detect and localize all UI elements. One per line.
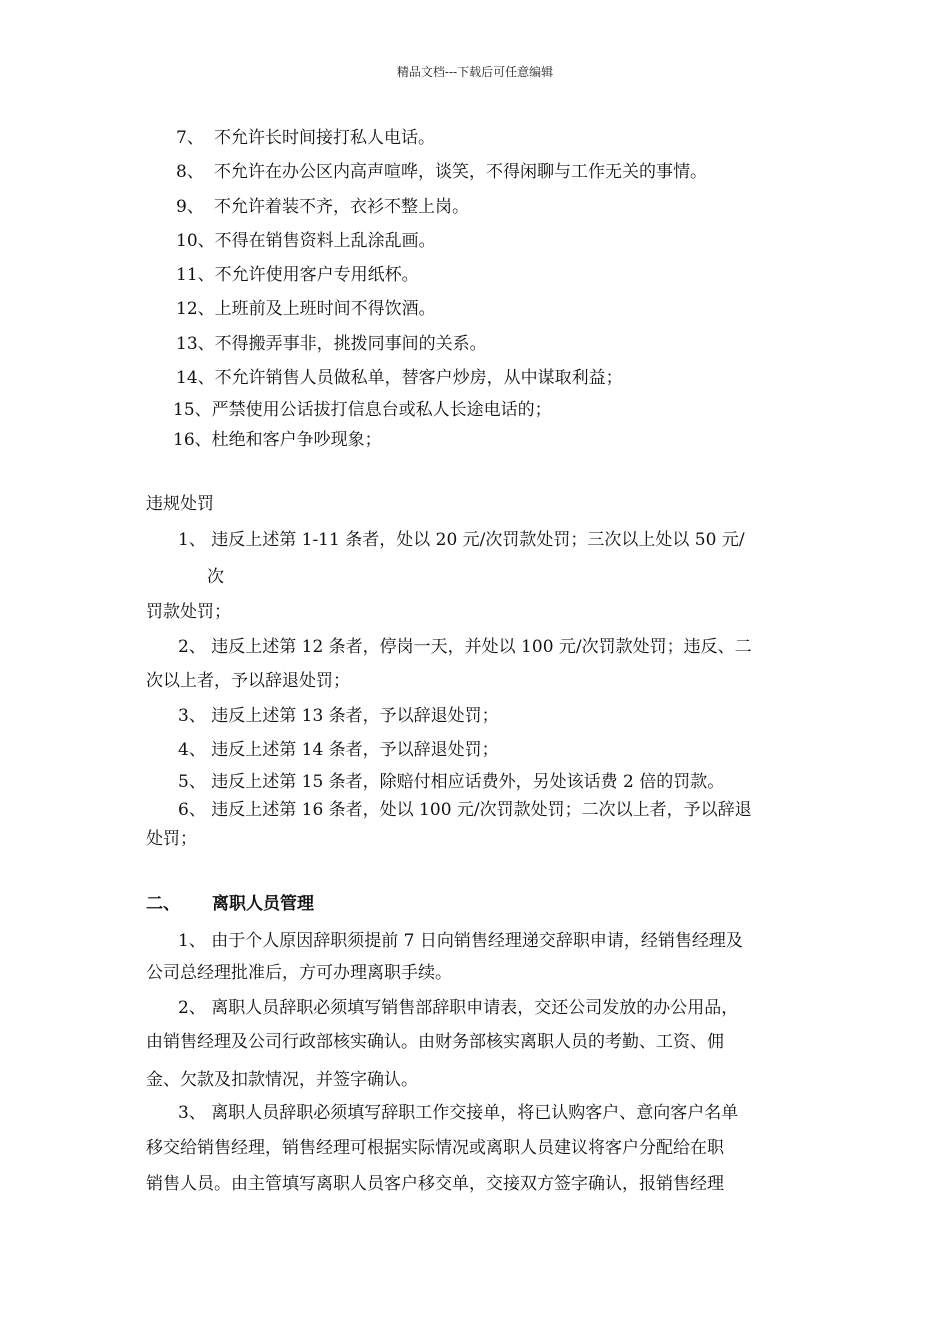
penalty-line: 2、 违反上述第 12 条者，停岗一天，并处以 100 元/次罚款处罚；违反、二: [178, 637, 752, 657]
penalty-line: 罚款处罚；: [146, 602, 231, 622]
rule-item: 9、 不允许着装不齐，衣衫不整上岗。: [176, 197, 469, 217]
rule-item: 14、不允许销售人员做私单，替客户炒房，从中谋取利益；: [176, 368, 623, 388]
section-line: 1、 由于个人原因辞职须提前 7 日向销售经理递交辞职申请，经销售经理及: [178, 931, 743, 951]
penalty-line: 处罚；: [146, 829, 197, 849]
section-line: 金、欠款及扣款情况，并签字确认。: [146, 1070, 418, 1090]
rule-item: 11、不允许使用客户专用纸杯。: [176, 265, 419, 285]
penalty-line: 1、 违反上述第 1-11 条者，处以 20 元/次罚款处罚；三次以上处以 50 元/: [178, 530, 745, 550]
section-line: 移交给销售经理，销售经理可根据实际情况或离职人员建议将客户分配给在职: [146, 1138, 724, 1158]
rule-item: 10、不得在销售资料上乱涂乱画。: [176, 231, 436, 251]
section-line: 由销售经理及公司行政部核实确认。由财务部核实离职人员的考勤、工资、佣: [146, 1032, 724, 1052]
section-line: 3、 离职人员辞职必须填写辞职工作交接单，将已认购客户、意向客户名单: [178, 1103, 739, 1123]
section-heading: 二、 离职人员管理: [146, 894, 314, 914]
rule-item: 12、上班前及上班时间不得饮酒。: [176, 299, 436, 319]
rule-item: 16、杜绝和客户争吵现象；: [173, 430, 382, 450]
section-line: 2、 离职人员辞职必须填写销售部辞职申请表，交还公司发放的办公用品，: [178, 998, 739, 1018]
penalty-line: 次: [207, 567, 224, 587]
page-header: 精品文档---下载后可任意编辑: [396, 65, 554, 79]
penalty-line: 次以上者，予以辞退处罚；: [146, 671, 350, 691]
rule-item: 13、不得搬弄事非，挑拨同事间的关系。: [176, 334, 487, 354]
penalty-line: 6、 违反上述第 16 条者，处以 100 元/次罚款处罚；二次以上者，予以辞退: [178, 800, 752, 820]
section-line: 公司总经理批准后，方可办理离职手续。: [146, 963, 452, 983]
penalty-line: 4、 违反上述第 14 条者，予以辞退处罚；: [178, 740, 499, 760]
rule-item: 8、 不允许在办公区内高声喧哗，谈笑，不得闲聊与工作无关的事情。: [176, 162, 707, 182]
penalty-line: 5、 违反上述第 15 条者，除赔付相应话费外，另处该话费 2 倍的罚款。: [178, 772, 725, 792]
penalty-line: 3、 违反上述第 13 条者，予以辞退处罚；: [178, 706, 499, 726]
rule-item: 15、严禁使用公话拔打信息台或私人长途电话的；: [173, 400, 552, 420]
rule-item: 7、 不允许长时间接打私人电话。: [176, 128, 435, 148]
penalty-title: 违规处罚: [146, 494, 214, 514]
section-line: 销售人员。由主管填写离职人员客户移交单，交接双方签字确认，报销售经理: [146, 1174, 724, 1194]
